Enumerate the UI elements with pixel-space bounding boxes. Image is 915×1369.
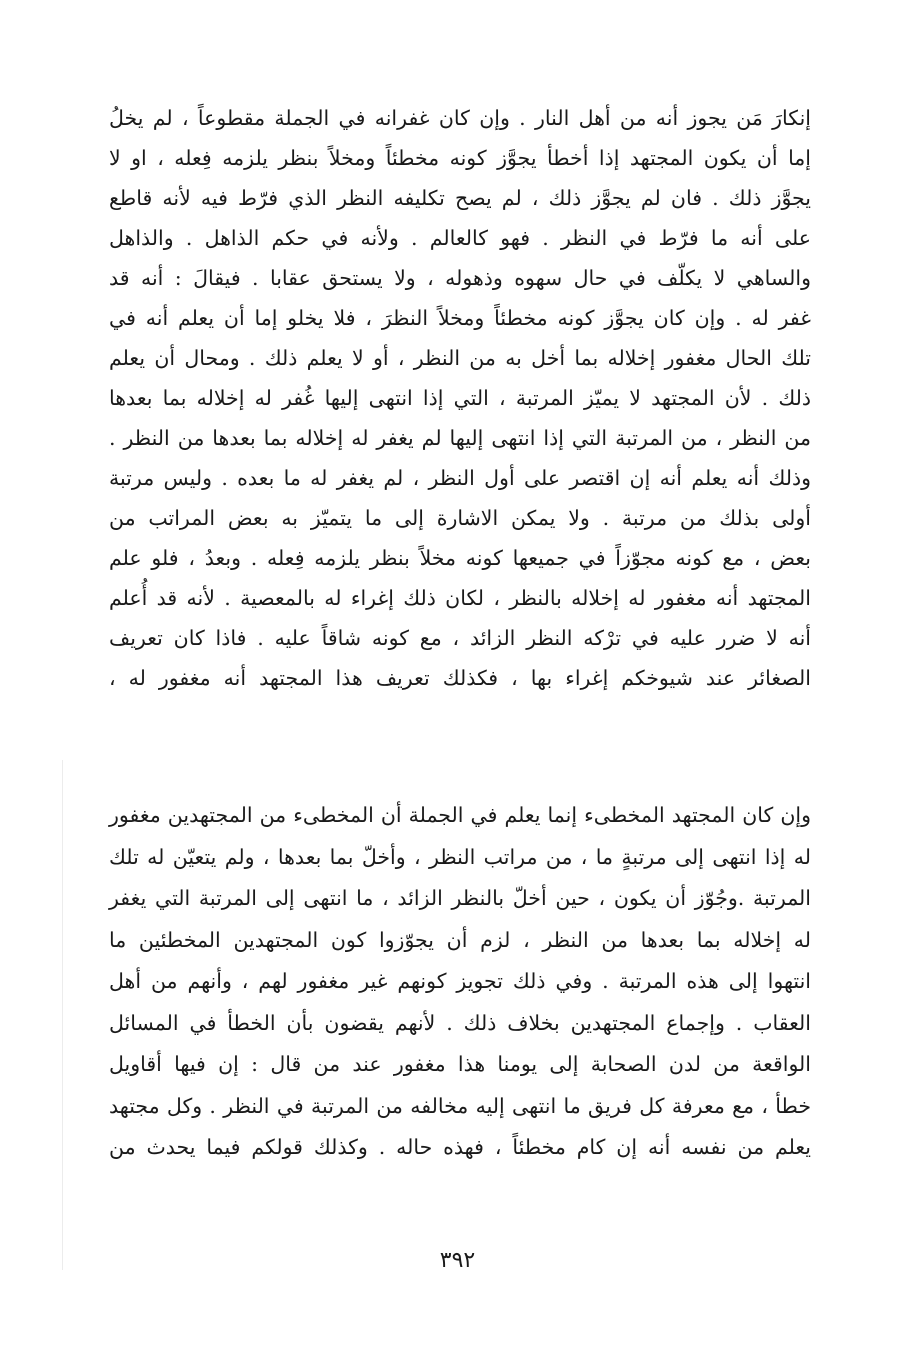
text-line: المجتهد أنه مغفور له إخلاله بالنظر ، لكان ذلك إغراء له بالمعصية . لأنه قد أُعلم (109, 586, 811, 610)
text-line: له إذا انتهى إلى مرتبةٍ ما ، من مراتب النظر ، وأخلّ بما بعدها ، ولم يتعيّن له تلك (109, 844, 811, 869)
text-line: من النظر ، من المرتبة التي إذا انتهى إليها لم يغفر له إخلاله بما بعدها من النظر . (109, 426, 811, 450)
page-number: ٣٩٢ (439, 1248, 476, 1273)
text-line: الواقعة من لدن الصحابة إلى يومنا هذا مغفور عند من قال : إن فيها أقاويل (109, 1052, 811, 1076)
paragraph-2 (109, 795, 811, 1169)
text-line: العقاب . وإجماع المجتهدين بخلاف ذلك . لأنهم يقضون بأن الخطأ في المسائل (109, 1010, 811, 1035)
text-line: وإن كان المجتهد المخطىء إنما يعلم في الجملة أن المخطىء من المجتهدين مغفور (109, 803, 811, 827)
text-line: له إخلاله بما بعدها من النظر ، لزم أن يجوّزوا كون المجتهدين المخطئين ما (109, 927, 811, 952)
text-line: الصغائر عند شيوخكم إغراء بها ، فكذلك تعريف هذا المجتهد أنه مغفور له ، (109, 666, 811, 690)
text-line: إنكارَ مَن يجوز أنه من أهل النار . وإن كان غفرانه في الجملة مقطوعاً ، لم يخلُ (109, 106, 811, 130)
text-line: خطأ ، مع معرفة كل فريق ما انتهى إليه مخالفه من المرتبة في النظر . وكل مجتهد (109, 1093, 811, 1118)
text-line: أولى بذلك من مرتبة . ولا يمكن الاشارة إلى ما يتميّز به بعض المراتب من (109, 506, 811, 530)
text-line: انتهوا إلى هذه المرتبة . وفي ذلك تجويز كونهم غير مغفور لهم ، وأنهم من أهل (109, 969, 811, 993)
text-line: بعض ، مع كونه مجوّزاً في جميعها كونه مخلاً بنظر يلزمه فِعله . وبعدُ ، فلو علم (109, 546, 811, 570)
text-line: غفر له . وإن كان يجوَّز كونه مخطئاً ومخلاً النظرَ ، فلا يخلو إما أن يعلم أنه في (109, 306, 811, 330)
text-line: تلك الحال مغفور إخلاله بما أخل به من النظر ، أو لا يعلم ذلك . ومحال أن يعلم (109, 346, 811, 370)
text-line: يجوَّز ذلك . فان لم يجوَّز ذلك ، لم يصح تكليفه النظر الذي فرّط فيه لأنه قاطع (109, 186, 811, 210)
text-line: إما أن يكون المجتهد إذا أخطأ يجوَّز كونه مخطئاً ومخلاً بنظر يلزمه فِعله ، او لا (109, 146, 811, 170)
text-line: على أنه ما فرّط في النظر . فهو كالعالم . ولأنه في حكم الذاهل . والذاهل (109, 226, 811, 250)
text-line: أنه لا ضرر عليه في ترْكه النظر الزائد ، مع كونه شاقاً عليه . فاذا كان تعريف (109, 626, 811, 650)
scan-edge-mark (62, 760, 63, 1270)
paragraph-1 (109, 98, 811, 698)
text-line: المرتبة .وجُوّز أن يكون ، حين أخلّ بالنظر الزائد ، ما انتهى إلى المرتبة التي يغفر (109, 886, 811, 910)
text-line: وذلك أنه يعلم أنه إن اقتصر على أول النظر ، لم يغفر له ما بعده . وليس مرتبة (109, 466, 811, 490)
text-line: ذلك . لأن المجتهد لا يميّز المرتبة ، التي إذا انتهى إليها غُفر له إخلاله بما بعدها (109, 386, 811, 410)
text-line: يعلم من نفسه أنه إن كام مخطئاً ، فهذه حاله . وكذلك قولكم فيما يحدث من (109, 1135, 811, 1159)
text-line: والساهي لا يكلّف في حال سهوه وذهوله ، ولا يستحق عقابا . فيقالَ : أنه قد (109, 266, 812, 290)
